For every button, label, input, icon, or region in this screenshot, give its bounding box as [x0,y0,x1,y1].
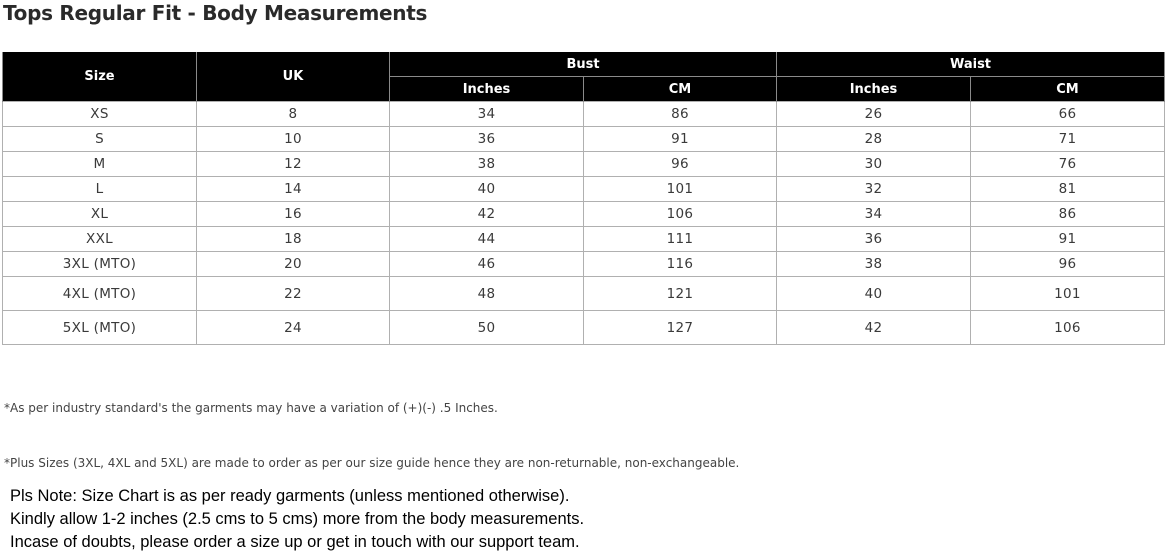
cell-uk: 24 [197,311,390,345]
cell-size: L [3,177,197,202]
cell-bust-inches: 46 [390,252,584,277]
size-chart-table [2,52,1165,345]
cell-uk: 12 [197,152,390,177]
cell-waist-inches: 26 [777,102,971,127]
cell-size: 5XL (MTO) [3,311,197,345]
cell-uk: 8 [197,102,390,127]
table-row [3,202,1165,227]
cell-bust-cm: 86 [584,102,777,127]
cell-bust-inches: 48 [390,277,584,311]
cell-uk: 22 [197,277,390,311]
cell-bust-cm: 121 [584,277,777,311]
table-row [3,152,1165,177]
table-row [3,311,1165,345]
cell-waist-cm: 91 [971,227,1165,252]
cell-waist-cm: 101 [971,277,1165,311]
table-row [3,277,1165,311]
cell-bust-inches: 44 [390,227,584,252]
cell-waist-cm: 66 [971,102,1165,127]
cell-bust-inches: 34 [390,102,584,127]
header-uk: UK [197,52,390,102]
note-line: Pls Note: Size Chart is as per ready garments (unless mentioned otherwise). [10,487,570,505]
header-bust-inches: Inches [390,77,584,102]
header-bust: Bust [390,52,777,77]
header-group-row [3,52,1165,77]
header-waist-cm: CM [971,77,1165,102]
header-waist: Waist [777,52,1165,77]
note-line: Kindly allow 1-2 inches (2.5 cms to 5 cms) more from the body measurements. [10,510,585,528]
cell-size: S [3,127,197,152]
cell-size: XS [3,102,197,127]
cell-bust-cm: 127 [584,311,777,345]
cell-size: 3XL (MTO) [3,252,197,277]
table-row [3,177,1165,202]
cell-waist-cm: 86 [971,202,1165,227]
cell-waist-cm: 106 [971,311,1165,345]
cell-bust-cm: 96 [584,152,777,177]
header-waist-inches: Inches [777,77,971,102]
cell-bust-cm: 116 [584,252,777,277]
cell-bust-inches: 50 [390,311,584,345]
footnote-plus-sizes: *Plus Sizes (3XL, 4XL and 5XL) are made to order as per our size guide hence they are non-returnable, non-exchangeable. [4,456,740,470]
cell-waist-cm: 76 [971,152,1165,177]
cell-uk: 14 [197,177,390,202]
table-row [3,102,1165,127]
cell-bust-cm: 91 [584,127,777,152]
cell-uk: 10 [197,127,390,152]
cell-size: XXL [3,227,197,252]
table-row [3,227,1165,252]
cell-waist-inches: 40 [777,277,971,311]
cell-waist-inches: 32 [777,177,971,202]
cell-size: 4XL (MTO) [3,277,197,311]
cell-size: XL [3,202,197,227]
cell-waist-inches: 30 [777,152,971,177]
table-row [3,127,1165,152]
cell-bust-inches: 42 [390,202,584,227]
cell-bust-cm: 106 [584,202,777,227]
cell-bust-inches: 38 [390,152,584,177]
cell-waist-inches: 28 [777,127,971,152]
cell-size: M [3,152,197,177]
cell-waist-inches: 38 [777,252,971,277]
cell-uk: 20 [197,252,390,277]
header-size: Size [3,52,197,102]
cell-waist-cm: 81 [971,177,1165,202]
cell-waist-inches: 42 [777,311,971,345]
cell-bust-cm: 111 [584,227,777,252]
cell-uk: 18 [197,227,390,252]
page-title: Tops Regular Fit - Body Measurements [3,1,428,25]
cell-waist-inches: 34 [777,202,971,227]
cell-waist-cm: 71 [971,127,1165,152]
cell-bust-cm: 101 [584,177,777,202]
note-line: Incase of doubts, please order a size up or get in touch with our support team. [10,533,580,551]
table-row [3,252,1165,277]
cell-bust-inches: 36 [390,127,584,152]
cell-bust-inches: 40 [390,177,584,202]
footnote-variation: *As per industry standard's the garments may have a variation of (+)(-) .5 Inches. [4,401,498,415]
cell-uk: 16 [197,202,390,227]
header-bust-cm: CM [584,77,777,102]
cell-waist-inches: 36 [777,227,971,252]
cell-waist-cm: 96 [971,252,1165,277]
notes-block [10,485,584,554]
